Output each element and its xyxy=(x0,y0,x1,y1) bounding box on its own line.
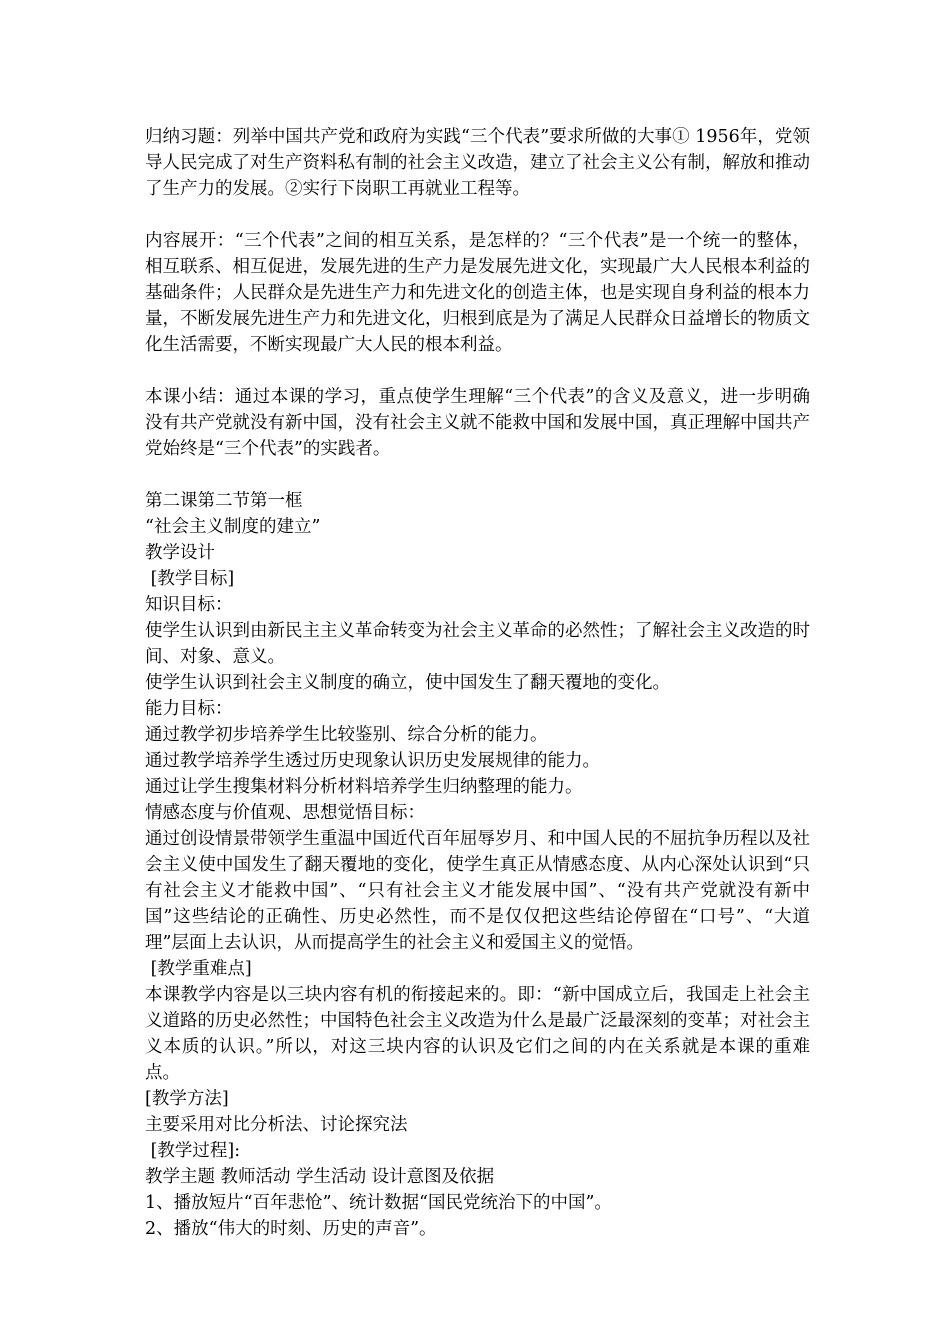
lesson-design-section xyxy=(145,488,810,1242)
section-label-method: [教学方法] xyxy=(145,1089,229,1109)
paragraph-content-expansion: 内容展开：“三个代表”之间的相互关系，是怎样的？“三个代表”是一个统一的整体，相互联系、相互促进，发展先进的生产力是发展先进文化，实现最广大人民根本利益的基础条件；人民群众是先进生产力和先进文化的创造主体，也是实现自身利益的根本力量，不断发展先进生产力和先进文化，归根到底是为了满足人民群众日益增长的物质文化生活需要，不断实现最广大人民的根本利益。 xyxy=(145,231,810,355)
paragraph-exercise-summary: 归纳习题：列举中国共产党和政府为实践“三个代表”要求所做的大事① 1956年，党领导人民完成了对生产资料私有制的社会主义改造，建立了社会主义公有制，解放和推动了生产力的发展。②实行下岗职工再就业工程等。 xyxy=(145,127,810,199)
knowledge-goal-1: 使学生认识到由新民主主义革命转变为社会主义革命的必然性；了解社会主义改造的时间、对象、意义。 xyxy=(145,621,810,667)
process-table-header: 教学主题 教师活动 学生活动 设计意图及依据 xyxy=(145,1167,495,1187)
section-label-key-points: [教学重难点] xyxy=(145,959,252,979)
emotion-goal-1: 通过创设情景带领学生重温中国近代百年屈辱岁月、和中国人民的不屈抗争历程以及社会主义使中国发生了翻天覆地的变化，使学生真正从情感态度、从内心深处认识到“只有社会主义才能救中国”、“只有社会主义才能发展中国”、“没有共产党就没有新中国”这些结论的正确性、历史必然性，而不是仅仅把这些结论停留在“口号”、“大道理”层面上去认识，从而提高学生的社会主义和爱国主义的觉悟。 xyxy=(145,829,810,953)
section-label-ability: 能力目标： xyxy=(145,699,233,719)
section-label-goals: [教学目标] xyxy=(145,569,235,589)
section-label-process: [教学过程]: xyxy=(145,1141,241,1161)
ability-goal-3: 通过让学生搜集材料分析材料培养学生归纳整理的能力。 xyxy=(145,777,583,797)
section-label-knowledge: 知识目标： xyxy=(145,595,233,615)
ability-goal-1: 通过教学初步培养学生比较鉴别、综合分析的能力。 xyxy=(145,725,548,745)
paragraph-lesson-summary: 本课小结：通过本课的学习，重点使学生理解“三个代表”的含义及意义，进一步明确没有共产党就没有新中国，没有社会主义就不能救中国和发展中国，真正理解中国共产党始终是“三个代表”的实践者。 xyxy=(145,387,810,459)
ability-goal-2: 通过教学培养学生透过历史现象认识历史发展规律的能力。 xyxy=(145,751,600,771)
document-page xyxy=(145,124,810,1242)
knowledge-goal-2: 使学生认识到社会主义制度的确立，使中国发生了翻天覆地的变化。 xyxy=(145,673,670,693)
process-step-1: 1、播放短片“百年悲怆”、统计数据“国民党统治下的中国”。 xyxy=(145,1193,612,1213)
section-label-emotion: 情感态度与价值观、思想觉悟目标： xyxy=(145,803,425,823)
lesson-heading-chapter: 第二课第二节第一框 xyxy=(145,491,303,511)
key-points-text: 本课教学内容是以三块内容有机的衔接起来的。即：“新中国成立后，我国走上社会主义道路的历史必然性；中国特色社会主义改造为什么是最广泛最深刻的变革；对社会主义本质的认识。”所以，对这三块内容的认识及它们之间的内在关系就是本课的重难点。 xyxy=(145,985,810,1083)
lesson-heading-design: 教学设计 xyxy=(145,543,215,563)
process-step-2: 2、播放“伟大的时刻、历史的声音”。 xyxy=(145,1219,437,1239)
lesson-heading-title: “社会主义制度的建立” xyxy=(145,517,321,537)
method-text: 主要采用对比分析法、讨论探究法 xyxy=(145,1115,408,1135)
